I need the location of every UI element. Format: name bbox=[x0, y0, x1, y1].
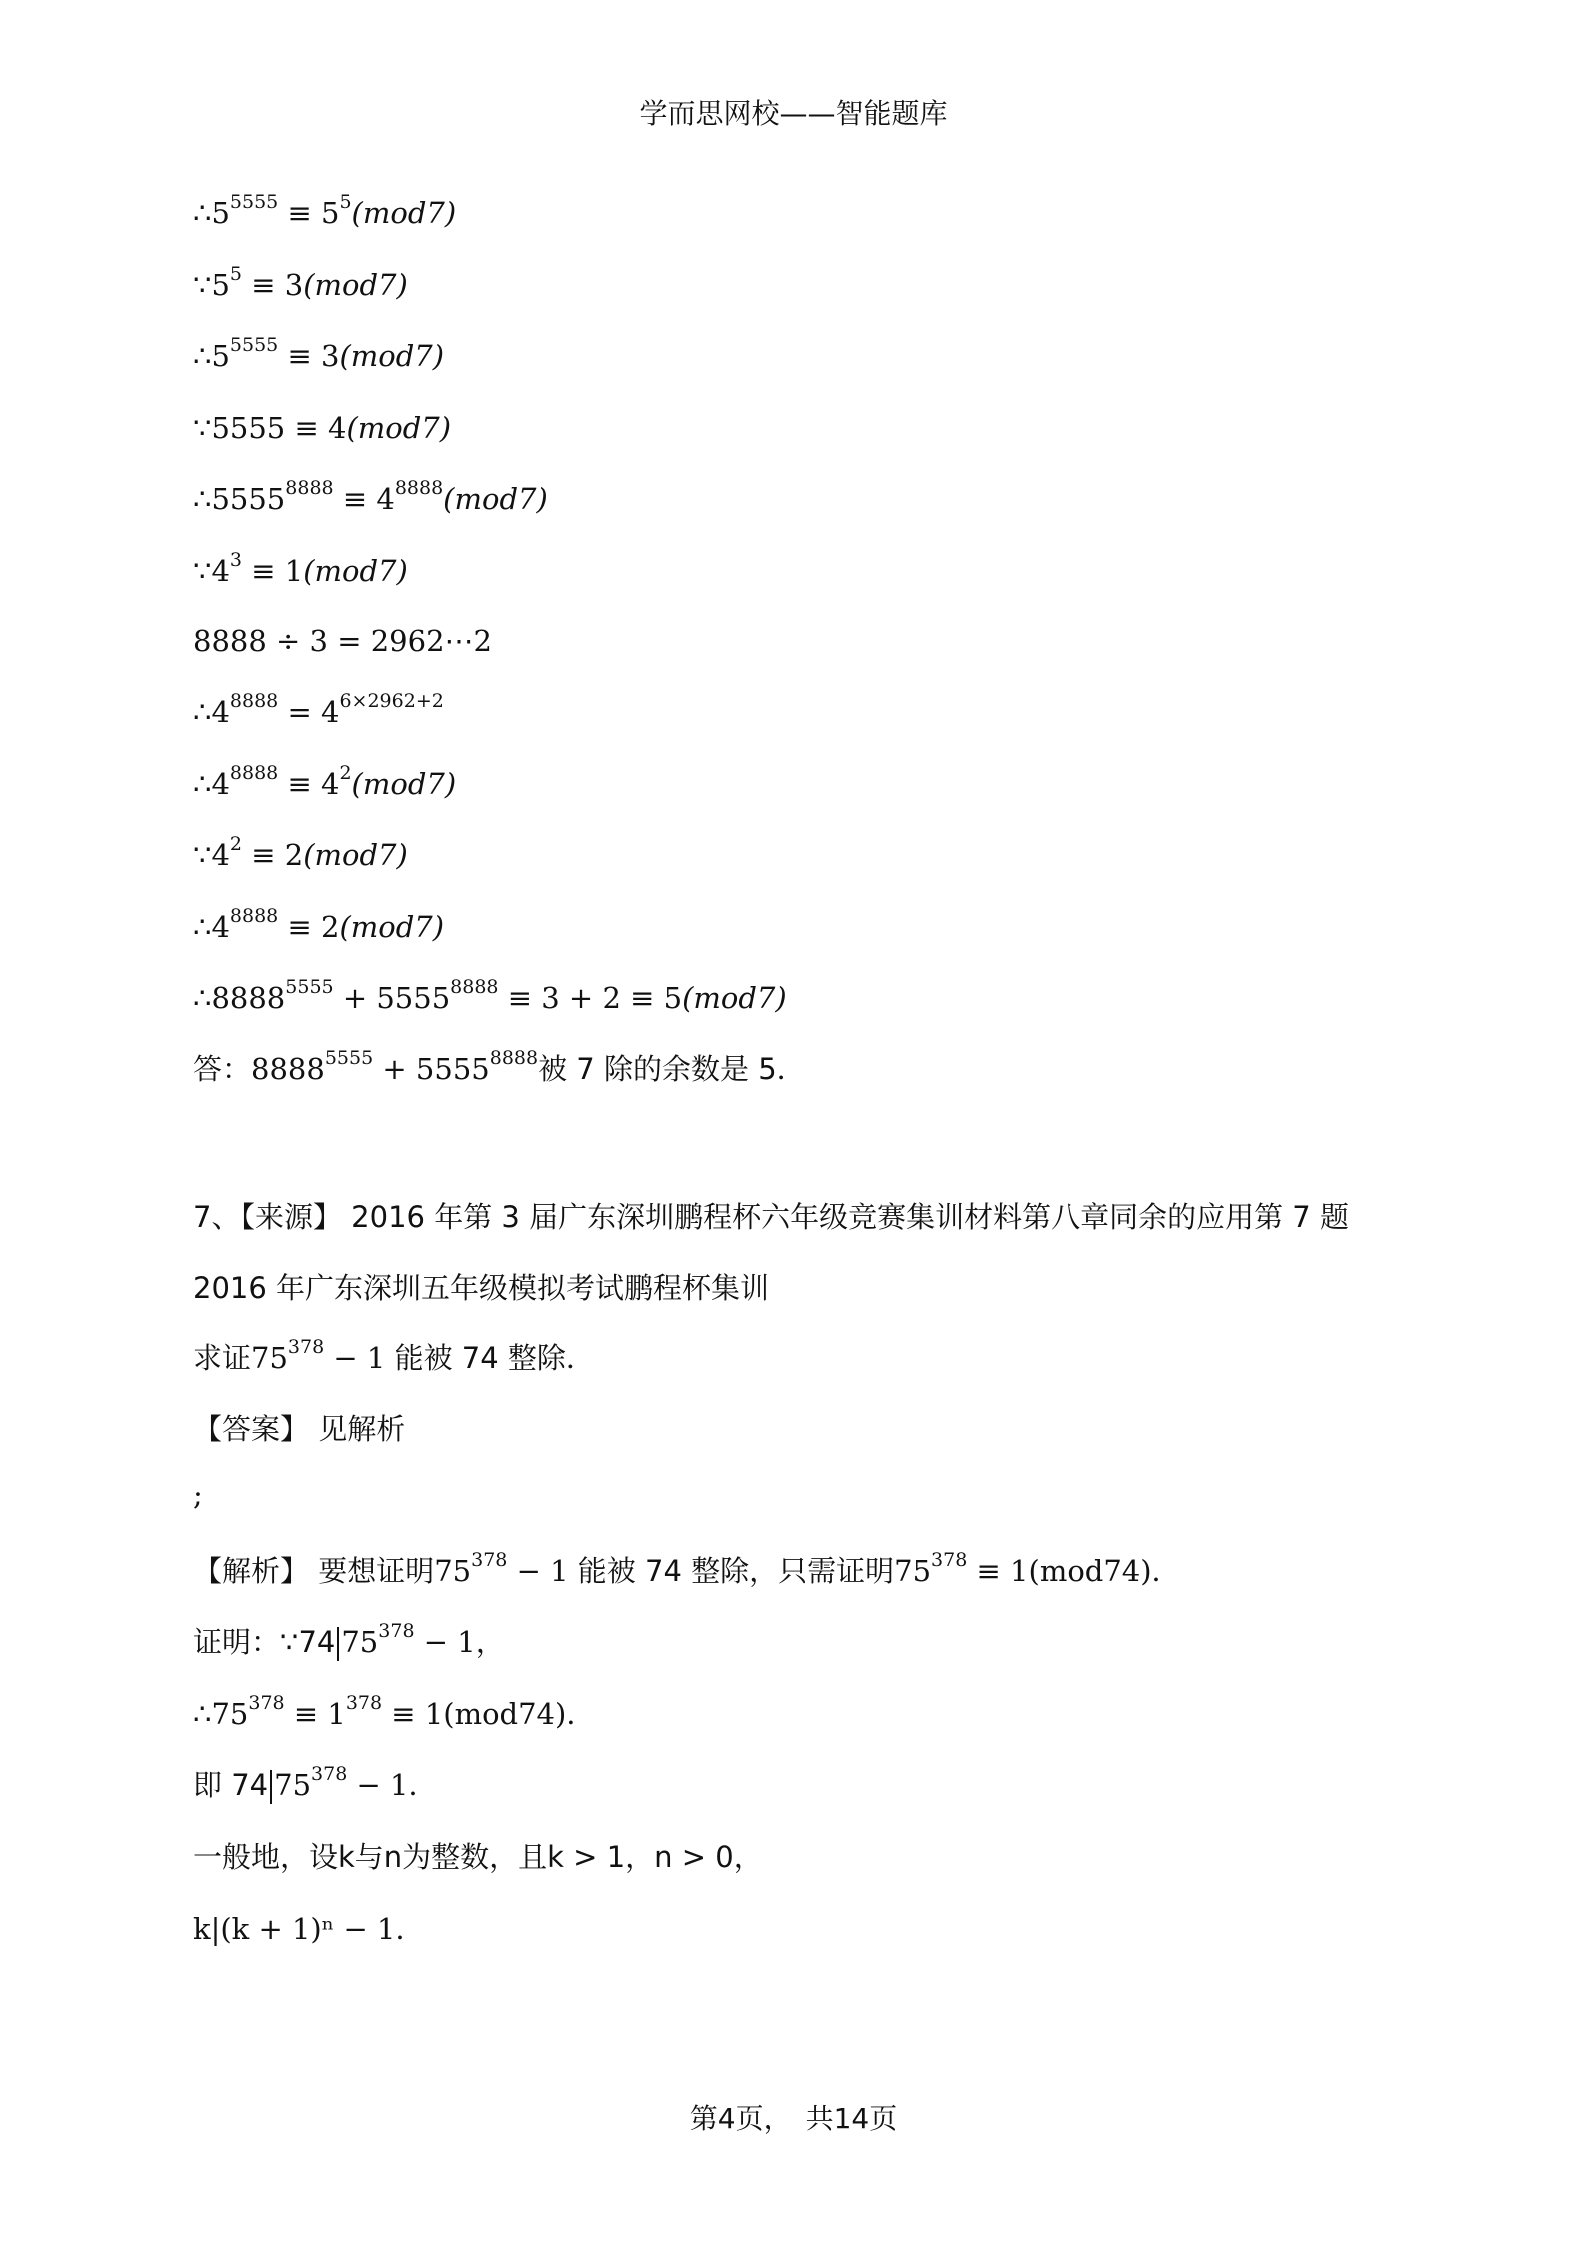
q7-analysis: 【解析】 要想证明$75^{378} - 1$ 能被 74 整除，只需证明$75^{378} \equiv 1(mod74)$． bbox=[193, 1549, 1181, 1588]
derivation-line bbox=[193, 263, 408, 302]
q7-proof bbox=[193, 1620, 505, 1661]
q7-source-line: 7、【来源】 2016 年第 3 届广东深圳鹏程杯六年级竞赛集训材料第八章同余的应用第 7 题 bbox=[193, 1200, 1349, 1234]
expression-exponent: 5 bbox=[229, 263, 242, 286]
expression-exponent: 8888 bbox=[285, 477, 334, 500]
divides-bar-2 bbox=[270, 1770, 272, 1804]
expression-base: 4 bbox=[211, 767, 230, 801]
q7-answer: 【答案】 见解析 bbox=[193, 1412, 406, 1446]
logic-symbol: ∴ bbox=[193, 767, 212, 801]
logic-symbol: ∵ bbox=[193, 838, 212, 872]
expression-exponent: 3 bbox=[229, 549, 242, 572]
expression-rest: ≡ 4 bbox=[278, 767, 340, 801]
analysis-base: 75 bbox=[434, 1554, 472, 1588]
answer-exp2: 8888 bbox=[489, 1047, 539, 1070]
problem-exp: 378 bbox=[287, 1336, 325, 1359]
derivation-line bbox=[193, 624, 492, 658]
logic-symbol: ∴ bbox=[193, 910, 212, 944]
mod-expression: (mod7) bbox=[303, 554, 408, 588]
derivation-line bbox=[193, 477, 548, 516]
expression-base: 5 bbox=[211, 339, 230, 373]
mod-expression: (mod7) bbox=[443, 482, 548, 516]
analysis-base-2: 75 bbox=[894, 1554, 932, 1588]
expression-exponent: 5555 bbox=[229, 191, 279, 214]
derivation-line bbox=[193, 833, 408, 872]
logic-symbol: ∴ bbox=[193, 482, 212, 516]
proof-end: ， bbox=[475, 1625, 505, 1659]
page-header: 学而思网校——智能题库 bbox=[639, 97, 948, 130]
mod-expression: (mod7) bbox=[682, 981, 787, 1015]
logic-symbol: ∴ bbox=[193, 695, 212, 729]
answer-exp: 5555 bbox=[324, 1047, 374, 1070]
therefore-exp: 378 bbox=[248, 1692, 285, 1715]
logic-symbol: ∵ bbox=[193, 554, 212, 588]
logic-symbol: ∴ bbox=[193, 196, 212, 230]
derivation-line bbox=[193, 334, 445, 373]
expression-base: 4 bbox=[211, 554, 230, 588]
therefore-end: (mod74)． bbox=[443, 1697, 596, 1731]
logic-symbol: ∴ bbox=[193, 339, 212, 373]
derivation-line bbox=[193, 762, 457, 801]
analysis-prefix: 【解析】 要想证明 bbox=[193, 1554, 435, 1588]
proof-base: 75 bbox=[341, 1625, 379, 1659]
expression-base: 5555 bbox=[211, 482, 286, 516]
q7-general: 一般地，设k与n为整数，且k > 1，n > 0， bbox=[193, 1840, 763, 1874]
q7-problem bbox=[193, 1336, 595, 1377]
derivation-line bbox=[193, 905, 445, 944]
mod-expression: (mod7) bbox=[351, 196, 457, 230]
expression-exponent-2: 6×2962+2 bbox=[339, 690, 444, 713]
ji-end: ． bbox=[408, 1768, 438, 1802]
expression-text: 8888 ÷ 3 = 2962⋯2 bbox=[193, 624, 492, 658]
expression-exponent: 5555 bbox=[285, 976, 334, 999]
expression-rest-b: ≡ 3 + 2 ≡ 5 bbox=[498, 981, 683, 1015]
expression-rest: ≡ 2 bbox=[242, 838, 304, 872]
expression-rest: = 4 bbox=[278, 695, 340, 729]
expression-base: 5 bbox=[211, 268, 230, 302]
expression-exponent-2: 2 bbox=[339, 762, 352, 785]
logic-symbol: ∵ bbox=[193, 268, 212, 302]
analysis-end: (mod74)． bbox=[1028, 1554, 1181, 1588]
expression-exponent-2: 8888 bbox=[450, 976, 499, 999]
problem-prefix: 求证 bbox=[193, 1341, 252, 1375]
expression-exponent: 2 bbox=[229, 833, 242, 856]
expression-base: 4 bbox=[211, 695, 230, 729]
derivation-line bbox=[193, 191, 457, 230]
answer-suffix: 被 7 除的余数是 5． bbox=[538, 1052, 806, 1086]
ji-minus: − 1 bbox=[347, 1768, 409, 1802]
expression-rest: ≡ 4 bbox=[333, 482, 395, 516]
proof-exp: 378 bbox=[378, 1620, 415, 1643]
logic-symbol: ∴ bbox=[193, 981, 212, 1015]
mod-expression: (mod7) bbox=[339, 339, 445, 373]
expression-base: 5 bbox=[211, 196, 230, 230]
answer-base: 8888 bbox=[251, 1052, 325, 1086]
expression-exponent-2: 8888 bbox=[394, 477, 444, 500]
expression-rest: ≡ 1 bbox=[242, 554, 304, 588]
expression-mid: + 5555 bbox=[333, 981, 451, 1015]
problem-base: 75 bbox=[251, 1341, 288, 1375]
proof-prefix: 证明：∵74 bbox=[193, 1625, 336, 1659]
derivation-line bbox=[193, 690, 444, 729]
therefore-exp-2: 378 bbox=[345, 1692, 383, 1715]
analysis-mid: 能被 74 整除，只需证明 bbox=[568, 1554, 895, 1588]
mod-expression: (mod7) bbox=[303, 268, 408, 302]
q7-semicolon: ; bbox=[193, 1478, 203, 1512]
analysis-minus: − 1 bbox=[507, 1554, 569, 1588]
q7-final: k|(k + 1)ⁿ − 1． bbox=[193, 1912, 425, 1946]
logic-symbol: ∵ bbox=[193, 411, 212, 445]
proof-minus: − 1 bbox=[414, 1625, 476, 1659]
answer-mid: + 5555 bbox=[373, 1052, 490, 1086]
problem-suffix-math: − 1 bbox=[324, 1341, 386, 1375]
expression-rest: ≡ 2 bbox=[278, 910, 340, 944]
ji-prefix: 即 74 bbox=[193, 1768, 269, 1802]
mod-expression: (mod7) bbox=[339, 910, 445, 944]
divides-bar bbox=[337, 1627, 339, 1661]
expression-base: 4 bbox=[211, 910, 230, 944]
expression-text: 5555 ≡ 4 bbox=[211, 411, 347, 445]
expression-rest: ≡ 3 bbox=[278, 339, 340, 373]
expression-exponent-2: 5 bbox=[339, 191, 352, 214]
ji-exp: 378 bbox=[311, 1763, 348, 1786]
ji-base: 75 bbox=[274, 1768, 312, 1802]
derivation-line bbox=[193, 549, 408, 588]
problem-suffix: 能被 74 整除． bbox=[385, 1341, 595, 1375]
therefore-base: 75 bbox=[211, 1697, 249, 1731]
expression-rest: ≡ 3 bbox=[242, 268, 304, 302]
answer-prefix: 答： bbox=[193, 1052, 252, 1086]
analysis-exp-2: 378 bbox=[931, 1549, 968, 1572]
expression-rest: ≡ 5 bbox=[278, 196, 340, 230]
expression-exponent: 5555 bbox=[229, 334, 279, 357]
derivation-line bbox=[193, 976, 787, 1015]
expression-exponent: 8888 bbox=[229, 690, 279, 713]
mod-expression: (mod7) bbox=[303, 838, 408, 872]
analysis-exp: 378 bbox=[471, 1549, 508, 1572]
derivation-line bbox=[193, 411, 451, 445]
expression-exponent: 8888 bbox=[229, 762, 279, 785]
page-footer: 第4页， 共14页 bbox=[689, 2102, 898, 2135]
expression-base: 8888 bbox=[211, 981, 286, 1015]
mod-expression: (mod7) bbox=[346, 411, 452, 445]
expression-exponent: 8888 bbox=[229, 905, 279, 928]
q7-source-line-2: 2016 年广东深圳五年级模拟考试鹏程杯集训 bbox=[193, 1271, 770, 1305]
mod-expression: (mod7) bbox=[351, 767, 457, 801]
q7-therefore: $\therefore 75^{378} \equiv 1^{378} \equiv 1(mod74)$． bbox=[193, 1692, 596, 1731]
q7-ji bbox=[193, 1763, 438, 1804]
expression-base: 4 bbox=[211, 838, 230, 872]
answer-line bbox=[193, 1047, 806, 1088]
